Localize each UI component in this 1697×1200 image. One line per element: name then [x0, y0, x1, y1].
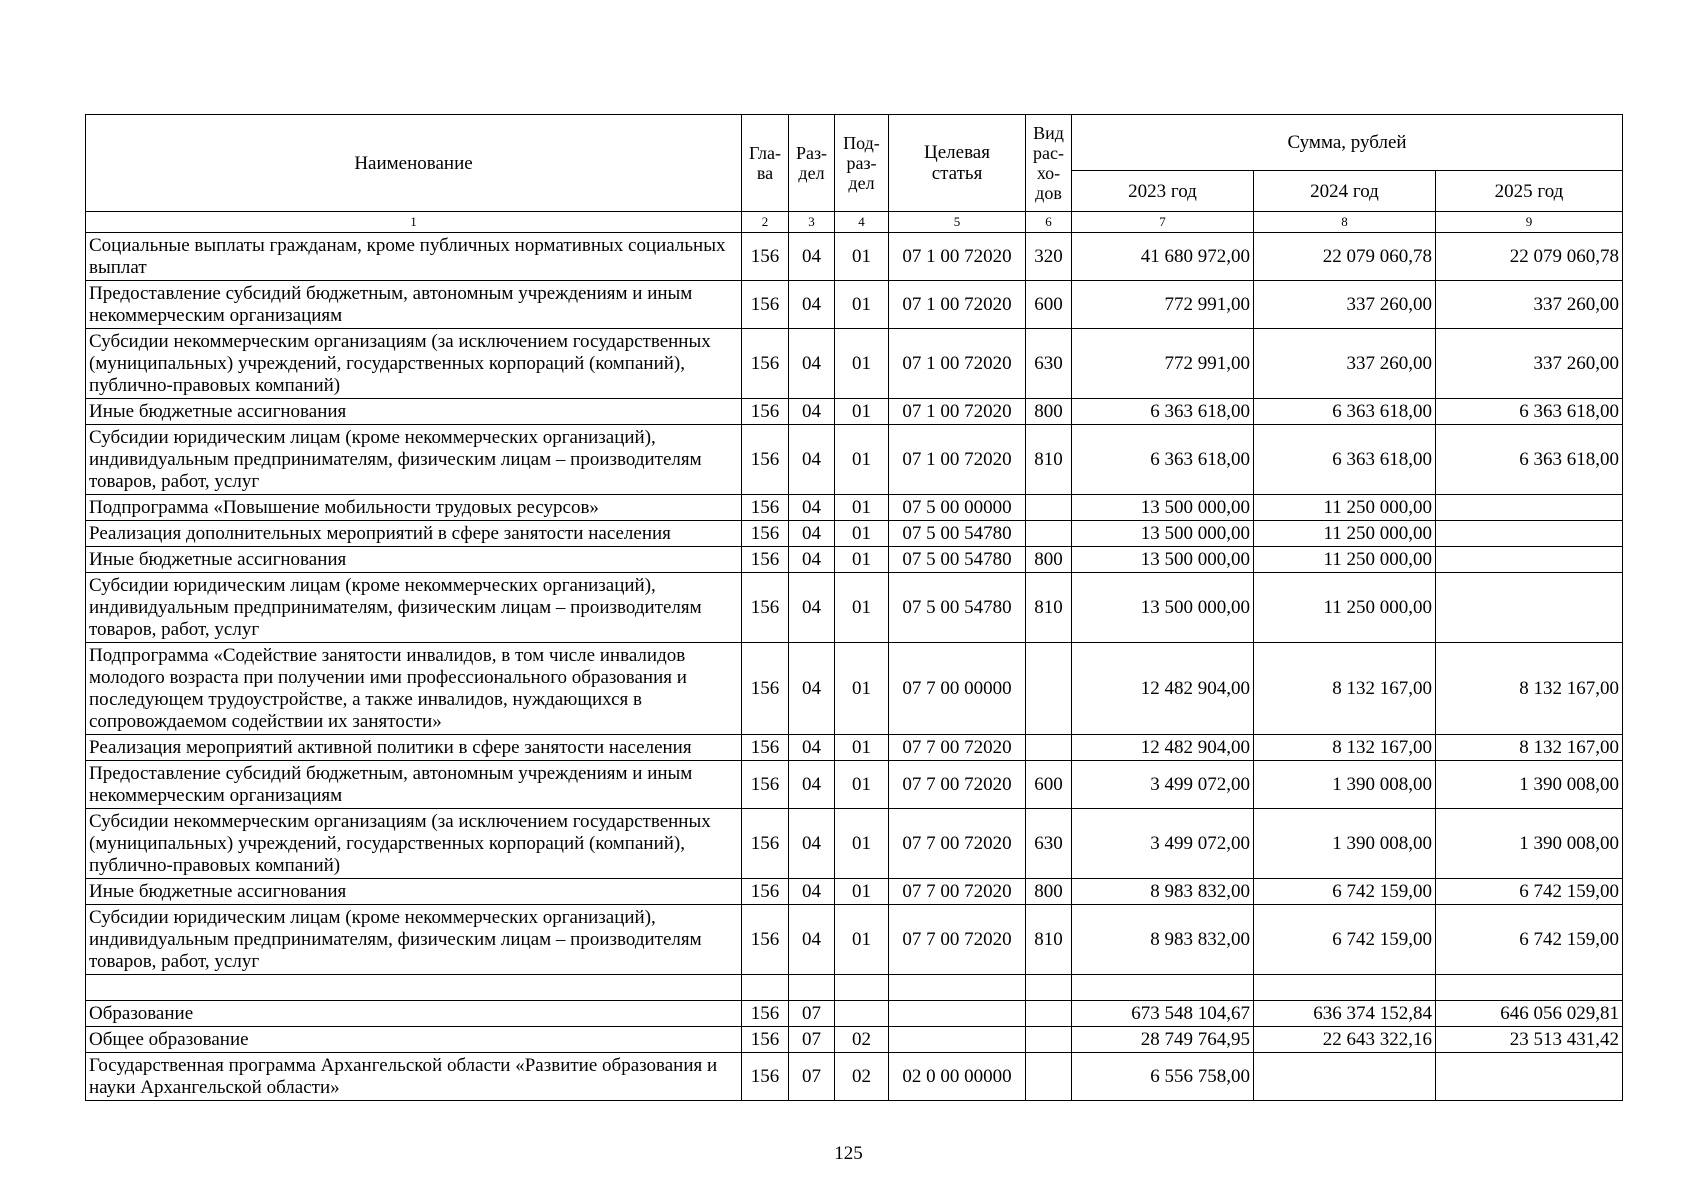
cell-razdel: 04: [789, 521, 835, 547]
cell-amount-2024: 6 363 618,00: [1254, 399, 1436, 425]
cell-amount-2023: 772 991,00: [1072, 281, 1254, 329]
cell-tselevaya-statya: 07 7 00 72020: [889, 879, 1026, 905]
header-year-2023: 2023 год: [1072, 171, 1254, 212]
cell-tselevaya-statya: 07 7 00 72020: [889, 809, 1026, 879]
cell-podrazdel: 01: [835, 573, 889, 643]
cell-amount-2024: 6 742 159,00: [1254, 905, 1436, 975]
cell-amount-2025: [1436, 495, 1623, 521]
cell-razdel: 04: [789, 233, 835, 281]
cell-amount-2023: 13 500 000,00: [1072, 547, 1254, 573]
cell-vid-rashodov: 810: [1026, 905, 1072, 975]
cell-vid-rashodov: 810: [1026, 425, 1072, 495]
column-number: 1: [86, 212, 742, 233]
table-row: [86, 495, 1623, 521]
cell-glava: 156: [742, 495, 789, 521]
row-name: Реализация мероприятий активной политики в сфере занятости населения: [86, 735, 742, 761]
cell-amount-2023: 12 482 904,00: [1072, 735, 1254, 761]
table-row: [86, 975, 1623, 1001]
cell-podrazdel: 01: [835, 735, 889, 761]
row-name: Подпрограмма «Повышение мобильности трудовых ресурсов»: [86, 495, 742, 521]
cell-tselevaya-statya: 07 1 00 72020: [889, 281, 1026, 329]
cell-amount-2024: 1 390 008,00: [1254, 761, 1436, 809]
table-row: [86, 329, 1623, 399]
budget-table: [85, 114, 1623, 1101]
header-name: Наименование: [86, 115, 742, 212]
cell-amount-2023: 3 499 072,00: [1072, 809, 1254, 879]
cell-razdel: 07: [789, 1053, 835, 1101]
cell-razdel: 04: [789, 495, 835, 521]
column-number: 7: [1072, 212, 1254, 233]
row-name: Образование: [86, 1001, 742, 1027]
cell-podrazdel: 01: [835, 761, 889, 809]
cell-amount-2023: 8 983 832,00: [1072, 905, 1254, 975]
cell-amount-2023: 3 499 072,00: [1072, 761, 1254, 809]
cell-razdel: 04: [789, 281, 835, 329]
cell-razdel: 04: [789, 761, 835, 809]
cell-razdel: 07: [789, 1027, 835, 1053]
cell-amount-2023: 13 500 000,00: [1072, 573, 1254, 643]
cell-amount-2024: 11 250 000,00: [1254, 573, 1436, 643]
cell-glava: 156: [742, 547, 789, 573]
cell-podrazdel: 01: [835, 425, 889, 495]
cell-glava: 156: [742, 281, 789, 329]
cell-vid-rashodov: 600: [1026, 761, 1072, 809]
cell-tselevaya-statya: 07 7 00 72020: [889, 761, 1026, 809]
cell-amount-2025: 337 260,00: [1436, 329, 1623, 399]
table-body: [86, 233, 1623, 1101]
cell-amount-2024: 11 250 000,00: [1254, 547, 1436, 573]
cell-glava: 156: [742, 425, 789, 495]
cell-amount-2024: 337 260,00: [1254, 329, 1436, 399]
cell-vid-rashodov: [1026, 495, 1072, 521]
cell-amount-2024: 6 363 618,00: [1254, 425, 1436, 495]
cell-podrazdel: 01: [835, 233, 889, 281]
table-row: [86, 761, 1623, 809]
cell-amount-2023: 8 983 832,00: [1072, 879, 1254, 905]
row-name: Иные бюджетные ассигнования: [86, 879, 742, 905]
cell-amount-2025: 8 132 167,00: [1436, 643, 1623, 735]
cell-amount-2025: 1 390 008,00: [1436, 809, 1623, 879]
cell-glava: 156: [742, 399, 789, 425]
row-name: [86, 975, 742, 1001]
cell-amount-2025: [1436, 547, 1623, 573]
cell-podrazdel: 02: [835, 1053, 889, 1101]
cell-amount-2023: 673 548 104,67: [1072, 1001, 1254, 1027]
cell-amount-2024: 636 374 152,84: [1254, 1001, 1436, 1027]
cell-vid-rashodov: [1026, 1001, 1072, 1027]
document-page: [85, 114, 1622, 1101]
cell-amount-2023: [1072, 975, 1254, 1001]
cell-amount-2025: 1 390 008,00: [1436, 761, 1623, 809]
row-name: Иные бюджетные ассигнования: [86, 547, 742, 573]
row-name: Субсидии некоммерческим организациям (за исключением государственных (муниципальных) учреждений, государственных корпораций (компаний), публично-правовых компаний): [86, 329, 742, 399]
table-row: [86, 425, 1623, 495]
cell-amount-2024: 1 390 008,00: [1254, 809, 1436, 879]
cell-amount-2023: 6 363 618,00: [1072, 425, 1254, 495]
cell-amount-2024: 8 132 167,00: [1254, 735, 1436, 761]
cell-podrazdel: 01: [835, 495, 889, 521]
cell-amount-2023: 6 556 758,00: [1072, 1053, 1254, 1101]
cell-amount-2025: 6 363 618,00: [1436, 399, 1623, 425]
row-name: Социальные выплаты гражданам, кроме публичных нормативных социальных выплат: [86, 233, 742, 281]
cell-razdel: 04: [789, 879, 835, 905]
cell-amount-2023: 28 749 764,95: [1072, 1027, 1254, 1053]
column-number-row: [86, 212, 1623, 233]
cell-amount-2025: [1436, 521, 1623, 547]
row-name: Субсидии некоммерческим организациям (за исключением государственных (муниципальных) учреждений, государственных корпораций (компаний), публично-правовых компаний): [86, 809, 742, 879]
row-name: Субсидии юридическим лицам (кроме некоммерческих организаций), индивидуальным предпринимателям, физическим лицам – производителям товаров, работ, услуг: [86, 905, 742, 975]
cell-amount-2024: 8 132 167,00: [1254, 643, 1436, 735]
cell-tselevaya-statya: [889, 1027, 1026, 1053]
cell-amount-2025: [1436, 1053, 1623, 1101]
cell-razdel: 04: [789, 573, 835, 643]
row-name: Иные бюджетные ассигнования: [86, 399, 742, 425]
cell-vid-rashodov: 810: [1026, 573, 1072, 643]
column-number: 5: [889, 212, 1026, 233]
table-row: [86, 233, 1623, 281]
cell-amount-2023: 13 500 000,00: [1072, 495, 1254, 521]
row-name: Субсидии юридическим лицам (кроме некоммерческих организаций), индивидуальным предпринимателям, физическим лицам – производителям товаров, работ, услуг: [86, 425, 742, 495]
cell-glava: 156: [742, 521, 789, 547]
cell-vid-rashodov: [1026, 1053, 1072, 1101]
cell-tselevaya-statya: [889, 1001, 1026, 1027]
cell-podrazdel: 01: [835, 905, 889, 975]
cell-tselevaya-statya: 07 7 00 00000: [889, 643, 1026, 735]
header-glava: Гла- ва: [742, 115, 789, 212]
header-year-2025: 2025 год: [1436, 171, 1623, 212]
cell-amount-2023: 41 680 972,00: [1072, 233, 1254, 281]
cell-podrazdel: 01: [835, 809, 889, 879]
cell-glava: 156: [742, 809, 789, 879]
cell-amount-2025: 23 513 431,42: [1436, 1027, 1623, 1053]
cell-amount-2023: 13 500 000,00: [1072, 521, 1254, 547]
cell-amount-2025: [1436, 975, 1623, 1001]
cell-glava: 156: [742, 1001, 789, 1027]
cell-amount-2025: [1436, 573, 1623, 643]
table-row: [86, 399, 1623, 425]
column-number: 9: [1436, 212, 1623, 233]
cell-glava: 156: [742, 735, 789, 761]
cell-tselevaya-statya: 07 1 00 72020: [889, 399, 1026, 425]
cell-glava: 156: [742, 761, 789, 809]
cell-vid-rashodov: 600: [1026, 281, 1072, 329]
table-row: [86, 905, 1623, 975]
cell-vid-rashodov: [1026, 643, 1072, 735]
cell-amount-2024: 22 643 322,16: [1254, 1027, 1436, 1053]
table-row: [86, 735, 1623, 761]
row-name: Субсидии юридическим лицам (кроме некоммерческих организаций), индивидуальным предпринимателям, физическим лицам – производителям товаров, работ, услуг: [86, 573, 742, 643]
table-row: [86, 521, 1623, 547]
cell-podrazdel: 01: [835, 399, 889, 425]
cell-glava: 156: [742, 573, 789, 643]
cell-amount-2025: 6 363 618,00: [1436, 425, 1623, 495]
cell-vid-rashodov: 800: [1026, 399, 1072, 425]
cell-amount-2023: 6 363 618,00: [1072, 399, 1254, 425]
cell-tselevaya-statya: 02 0 00 00000: [889, 1053, 1026, 1101]
row-name: Предоставление субсидий бюджетным, автономным учреждениям и иным некоммерческим организациям: [86, 761, 742, 809]
cell-podrazdel: [835, 975, 889, 1001]
cell-glava: 156: [742, 879, 789, 905]
cell-podrazdel: 01: [835, 547, 889, 573]
cell-vid-rashodov: 630: [1026, 809, 1072, 879]
cell-amount-2025: 337 260,00: [1436, 281, 1623, 329]
cell-vid-rashodov: [1026, 975, 1072, 1001]
header-year-2024: 2024 год: [1254, 171, 1436, 212]
cell-podrazdel: 01: [835, 879, 889, 905]
cell-amount-2024: 11 250 000,00: [1254, 521, 1436, 547]
cell-amount-2025: 22 079 060,78: [1436, 233, 1623, 281]
table-row: [86, 1001, 1623, 1027]
cell-podrazdel: 01: [835, 329, 889, 399]
table-header: [86, 115, 1623, 233]
header-podrazdel: Под- раз- дел: [835, 115, 889, 212]
cell-tselevaya-statya: 07 5 00 54780: [889, 573, 1026, 643]
cell-tselevaya-statya: 07 7 00 72020: [889, 735, 1026, 761]
cell-glava: 156: [742, 1027, 789, 1053]
cell-tselevaya-statya: 07 1 00 72020: [889, 425, 1026, 495]
cell-amount-2024: 22 079 060,78: [1254, 233, 1436, 281]
column-number: 4: [835, 212, 889, 233]
header-vid-rashodov: Вид рас- хо- дов: [1026, 115, 1072, 212]
cell-amount-2024: 6 742 159,00: [1254, 879, 1436, 905]
cell-glava: 156: [742, 233, 789, 281]
cell-amount-2025: 8 132 167,00: [1436, 735, 1623, 761]
cell-vid-rashodov: 800: [1026, 547, 1072, 573]
header-tselevaya-statya: Целевая статья: [889, 115, 1026, 212]
cell-amount-2024: 11 250 000,00: [1254, 495, 1436, 521]
cell-glava: [742, 975, 789, 1001]
cell-amount-2024: 337 260,00: [1254, 281, 1436, 329]
cell-tselevaya-statya: 07 7 00 72020: [889, 905, 1026, 975]
cell-glava: 156: [742, 1053, 789, 1101]
cell-amount-2025: 6 742 159,00: [1436, 905, 1623, 975]
cell-razdel: 04: [789, 905, 835, 975]
cell-razdel: 04: [789, 547, 835, 573]
row-name: Подпрограмма «Содействие занятости инвалидов, в том числе инвалидов молодого возраста при получении ими профессионального образования и последующем трудоустройстве, а также инвалидов, нуждающихся в сопровождаемом содействии их занятости»: [86, 643, 742, 735]
table-row: [86, 1053, 1623, 1101]
cell-podrazdel: 01: [835, 281, 889, 329]
cell-podrazdel: 02: [835, 1027, 889, 1053]
column-number: 6: [1026, 212, 1072, 233]
cell-tselevaya-statya: 07 5 00 54780: [889, 547, 1026, 573]
cell-amount-2023: 12 482 904,00: [1072, 643, 1254, 735]
cell-tselevaya-statya: 07 5 00 00000: [889, 495, 1026, 521]
cell-tselevaya-statya: [889, 975, 1026, 1001]
column-number: 8: [1254, 212, 1436, 233]
table-row: [86, 809, 1623, 879]
cell-razdel: 04: [789, 809, 835, 879]
cell-vid-rashodov: [1026, 735, 1072, 761]
cell-vid-rashodov: 320: [1026, 233, 1072, 281]
cell-tselevaya-statya: 07 1 00 72020: [889, 233, 1026, 281]
cell-razdel: 04: [789, 643, 835, 735]
page-number: 125: [834, 1143, 863, 1164]
cell-razdel: 04: [789, 425, 835, 495]
cell-tselevaya-statya: 07 1 00 72020: [889, 329, 1026, 399]
cell-podrazdel: 01: [835, 643, 889, 735]
cell-amount-2024: [1254, 1053, 1436, 1101]
cell-glava: 156: [742, 329, 789, 399]
cell-amount-2023: 772 991,00: [1072, 329, 1254, 399]
cell-razdel: 04: [789, 735, 835, 761]
table-row: [86, 1027, 1623, 1053]
header-razdel: Раз- дел: [789, 115, 835, 212]
cell-vid-rashodov: [1026, 521, 1072, 547]
cell-razdel: 04: [789, 329, 835, 399]
table-row: [86, 879, 1623, 905]
cell-podrazdel: 01: [835, 521, 889, 547]
cell-vid-rashodov: 630: [1026, 329, 1072, 399]
header-summa: Сумма, рублей: [1072, 115, 1623, 171]
cell-podrazdel: [835, 1001, 889, 1027]
cell-vid-rashodov: 800: [1026, 879, 1072, 905]
row-name: Реализация дополнительных мероприятий в сфере занятости населения: [86, 521, 742, 547]
cell-glava: 156: [742, 643, 789, 735]
cell-razdel: [789, 975, 835, 1001]
cell-amount-2025: 646 056 029,81: [1436, 1001, 1623, 1027]
row-name: Предоставление субсидий бюджетным, автономным учреждениям и иным некоммерческим организациям: [86, 281, 742, 329]
cell-razdel: 07: [789, 1001, 835, 1027]
cell-amount-2024: [1254, 975, 1436, 1001]
table-row: [86, 573, 1623, 643]
cell-razdel: 04: [789, 399, 835, 425]
cell-vid-rashodov: [1026, 1027, 1072, 1053]
cell-amount-2025: 6 742 159,00: [1436, 879, 1623, 905]
column-number: 2: [742, 212, 789, 233]
cell-glava: 156: [742, 905, 789, 975]
row-name: Государственная программа Архангельской области «Развитие образования и науки Архангельской области»: [86, 1053, 742, 1101]
table-row: [86, 547, 1623, 573]
cell-tselevaya-statya: 07 5 00 54780: [889, 521, 1026, 547]
column-number: 3: [789, 212, 835, 233]
table-row: [86, 643, 1623, 735]
table-row: [86, 281, 1623, 329]
row-name: Общее образование: [86, 1027, 742, 1053]
